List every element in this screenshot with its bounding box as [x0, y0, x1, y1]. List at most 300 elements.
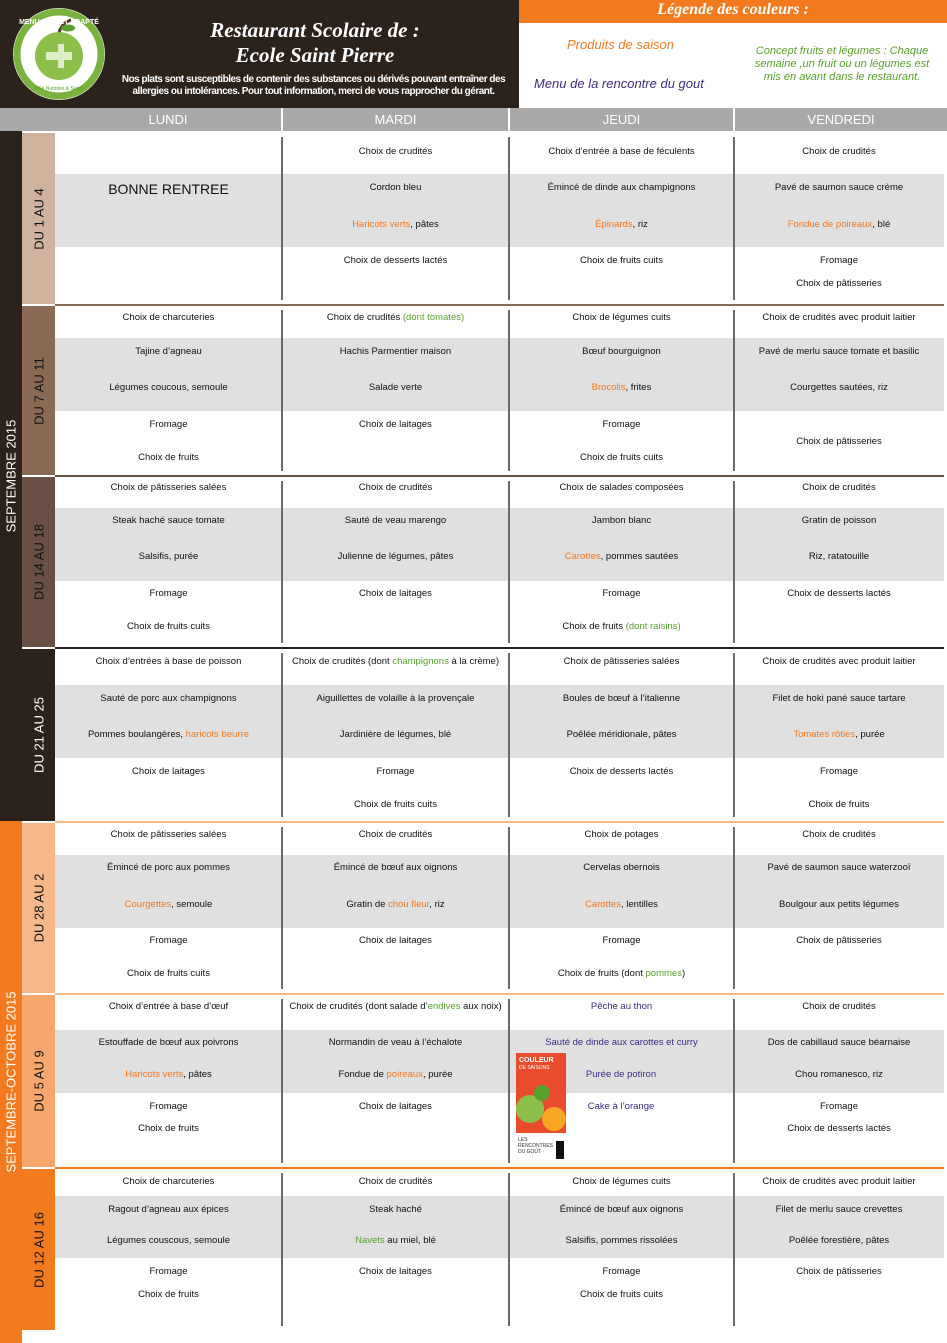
logo-text: MENU VISÉ ET ADAPTÉ [19, 19, 99, 26]
menu-text: Fromage [149, 419, 188, 430]
menu-text: , purée [422, 1069, 453, 1080]
menu-text: Fromage [149, 588, 188, 599]
menu-text: Émincé de bœuf aux oignons [333, 862, 458, 873]
menu-item [513, 1175, 730, 1188]
week-label: DU 12 AU 16 [31, 1211, 46, 1288]
menu-text: Choix de pâtisseries [796, 1266, 882, 1277]
menu-item [513, 418, 730, 431]
menu-text-highlight: chou fleur [388, 899, 430, 910]
legend-taste-meeting: Menu de la rencontre du gout [534, 76, 704, 91]
menu-item [286, 481, 505, 494]
menu-item [286, 1265, 505, 1278]
menu-item [59, 311, 278, 324]
menu-item [59, 692, 278, 705]
menu-item [59, 934, 278, 947]
allergen-note: Nos plats sont susceptibles de contenir des substances ou dérivés pouvant entraîner des allergies ou intolérances. Pour tout information, merci de vous rapprocher du gérant. [121, 74, 506, 97]
column-divider [281, 481, 283, 643]
column-divider [733, 653, 735, 817]
menu-item [513, 934, 730, 947]
menu-item [59, 1175, 278, 1188]
menu-item [513, 587, 730, 600]
menu-item [59, 1068, 278, 1081]
menu-item [738, 861, 940, 874]
menu-text: Riz, ratatouille [808, 551, 870, 562]
header-strip [0, 108, 55, 131]
legend-title: Légende des couleurs : [519, 0, 947, 23]
week-label-block [22, 306, 55, 475]
page-title [130, 18, 500, 68]
menu-text: Choix de fruits cuits [580, 452, 663, 463]
menu-text: Gratin de [346, 899, 389, 910]
menu-text: Choix de laitages [359, 1266, 432, 1277]
menu-text: Fromage [376, 766, 415, 777]
menu-item [59, 1100, 278, 1113]
menu-item [59, 550, 278, 563]
menu-item [286, 728, 505, 741]
menu-item [286, 1234, 505, 1247]
column-divider [281, 827, 283, 989]
menu-item [286, 1000, 505, 1013]
week-divider [55, 475, 944, 477]
column-divider [281, 653, 283, 817]
menu-item [513, 550, 730, 563]
legend-concept: Concept fruits et légumes : Chaque semaine ,un fruit ou un légumes est mis en avant dans le restaurant. [754, 45, 930, 83]
menu-item [513, 218, 730, 231]
menu-text: Salsifis, purée [138, 551, 199, 562]
menu-item [513, 514, 730, 527]
day-header-vendredi: VENDREDI [735, 108, 947, 131]
menu-text: Choix de potages [584, 829, 659, 840]
column-divider [508, 481, 510, 643]
menu-text: Choix de fruits (dont [557, 968, 646, 979]
menu-text: Poêlée méridionale, pâtes [566, 729, 677, 740]
menu-text: Aiguillettes de volaille à la provençale [316, 693, 475, 704]
menu-item [59, 1288, 278, 1301]
menu-text: Choix de crudités [802, 829, 876, 840]
menu-text: Salade verte [368, 382, 423, 393]
menu-text-highlight: Haricots verts [125, 1069, 184, 1080]
menu-text: BONNE RENTREE [108, 181, 229, 197]
menu-text-highlight: Cake à l’orange [587, 1101, 655, 1112]
menu-text: Chou romanesco, riz [795, 1069, 883, 1080]
menu-item [513, 728, 730, 741]
menu-text: , pâtes [410, 219, 439, 230]
menu-item [59, 898, 278, 911]
menu-text: Choix de charcuteries [122, 1176, 215, 1187]
week-divider [55, 993, 944, 995]
menu-item [59, 861, 278, 874]
menu-item [738, 145, 940, 158]
menu-text: Steak haché [369, 1204, 422, 1215]
menu-text: Cervelas obernois [583, 862, 660, 873]
menu-text-highlight: (dont tomates) [402, 312, 465, 323]
menu-text: Tajine d’agneau [135, 346, 202, 357]
title-line-1: Restaurant Scolaire de : [210, 18, 420, 42]
menu-item [738, 550, 940, 563]
menu-text-highlight: champignons [392, 656, 449, 667]
menu-text: Poêlée forestière, pâtes [788, 1235, 890, 1246]
menu-item [59, 620, 278, 633]
column-divider [508, 827, 510, 989]
menu-text: Choix de desserts lactés [569, 766, 674, 777]
poster-title: COULEUR [519, 1057, 554, 1064]
menu-text: Choix de légumes cuits [572, 1176, 671, 1187]
menu-text: Gratin de poisson [801, 515, 877, 526]
menu-text: Fromage [602, 419, 641, 430]
menu-text: aux noix) [460, 1001, 502, 1012]
menu-text: Salsifis, pommes rissolées [565, 1235, 678, 1246]
menu-text: Choix de pâtisseries [796, 435, 882, 447]
menu-item [286, 1036, 505, 1049]
week-label-block [22, 823, 55, 993]
column-divider [281, 137, 283, 300]
menu-text: Normandin de veau à l’échalote [328, 1037, 463, 1048]
menu-text-highlight: Purée de potiron [585, 1069, 657, 1080]
menu-text: Choix de laitages [359, 1101, 432, 1112]
menu-text: Julienne de légumes, pâtes [337, 551, 454, 562]
menu-item [55, 183, 282, 196]
menu-text: Émincé de dinde aux champignons [547, 182, 696, 193]
menu-item [286, 798, 505, 811]
poster-subtitle: DE SAISONS [519, 1065, 550, 1071]
menu-text-highlight: Carottes [585, 899, 621, 910]
menu-text: Choix de fruits [138, 1289, 199, 1300]
menu-text: Fromage [602, 588, 641, 599]
menu-text: Choix de crudités [802, 146, 876, 157]
column-divider [733, 137, 735, 300]
menu-item [513, 1265, 730, 1278]
menu-item [286, 514, 505, 527]
menu-text: , riz [429, 899, 445, 910]
menu-text-highlight: haricots beurre [185, 729, 250, 740]
menu-text: Fromage [602, 935, 641, 946]
menu-text: Choix de crudités avec produit laitier [762, 1176, 916, 1187]
menu-text: Choix de fruits cuits [127, 968, 210, 979]
menu-item [286, 1100, 505, 1113]
column-divider [733, 310, 735, 471]
menu-item [738, 481, 940, 494]
menu-item [59, 1234, 278, 1247]
menu-text: Boules de bœuf à l’italienne [562, 693, 681, 704]
column-divider [281, 999, 283, 1163]
column-divider [508, 310, 510, 471]
menu-text: Choix de légumes cuits [572, 312, 671, 323]
menu-text: Fromage [602, 1266, 641, 1277]
menu-item [738, 311, 940, 324]
menu-item [286, 381, 505, 394]
month-side-bar [0, 131, 22, 821]
column-divider [733, 827, 735, 989]
menu-item [513, 145, 730, 158]
menu-text-highlight: pommes [645, 968, 682, 979]
menu-text: Pavé de merlu sauce tomate et basilic [758, 346, 920, 357]
menu-text-highlight: Sauté de dinde aux carottes et curry [545, 1037, 698, 1048]
title-line-2: Ecole Saint Pierre [235, 43, 395, 67]
menu-text: Choix de charcuteries [122, 312, 215, 323]
menu-text: Fondue de [338, 1069, 387, 1080]
menu-item [513, 620, 730, 633]
week-label: DU 21 AU 25 [31, 697, 46, 773]
menu-item [59, 765, 278, 778]
menu-item [513, 345, 730, 358]
menu-text: Ragout d’agneau aux épices [108, 1204, 229, 1215]
menu-item [738, 655, 940, 668]
menu-text: , lentilles [620, 899, 658, 910]
menu-text: Choix de desserts lactés [787, 1123, 891, 1134]
menu-text: Émincé de bœuf aux oignons [559, 1204, 684, 1215]
week-label-block [22, 133, 55, 304]
menu-text: Choix de laitages [359, 419, 432, 430]
menu-item [59, 587, 278, 600]
menu-item [738, 1265, 940, 1278]
menu-text: Choix d’entrées à base de poisson [95, 656, 242, 667]
month-label: SEPTEMBRE-OCTOBRE 2015 [3, 991, 19, 1173]
menu-vise-logo [10, 6, 108, 102]
menu-text: , blé [872, 219, 891, 230]
menu-item [738, 1036, 940, 1049]
menu-item [59, 345, 278, 358]
menu-text: Fromage [819, 1101, 858, 1112]
menu-item [59, 481, 278, 494]
menu-item [738, 345, 940, 358]
week-label: DU 5 AU 9 [31, 1050, 46, 1112]
menu-item [286, 418, 505, 431]
menu-text: , pommes sautées [600, 551, 679, 562]
menu-item [570, 1068, 672, 1081]
menu-text: , pâtes [183, 1069, 212, 1080]
menu-text: Courgettes sautées, riz [790, 382, 888, 393]
menu-item [286, 550, 505, 563]
menu-item [59, 728, 278, 741]
menu-text: Choix de fruits cuits [127, 621, 210, 632]
menu-text-highlight: Pêche au thon [590, 1001, 653, 1012]
menu-text: Choix de crudités [358, 482, 433, 493]
menu-item [738, 692, 940, 705]
menu-item [59, 1000, 278, 1013]
menu-item [59, 1036, 278, 1049]
day-header-lundi: LUNDI [55, 108, 281, 131]
menu-text: , purée [855, 729, 885, 740]
menu-text-highlight: endives [427, 1001, 461, 1012]
menu-item [738, 435, 940, 448]
menu-text: Choix de fruits [138, 1123, 199, 1134]
menu-text: Estouffade de bœuf aux poivrons [98, 1037, 239, 1048]
menu-text: Filet de hoki pané sauce tartare [772, 693, 906, 704]
menu-text: Choix de pâtisseries [796, 278, 882, 289]
menu-item [738, 381, 940, 394]
menu-text: Boulgour aux petits légumes [779, 899, 899, 910]
menu-text: Choix de crudités [358, 146, 433, 157]
menu-item [513, 1000, 730, 1013]
menu-item [286, 898, 505, 911]
menu-text: Pavé de saumon sauce waterzooï [767, 862, 911, 873]
menu-item [513, 1234, 730, 1247]
month-side-bar [0, 821, 22, 1343]
menu-item [59, 1265, 278, 1278]
week-label-block [22, 477, 55, 647]
menu-text-highlight: Navets [355, 1235, 385, 1246]
week-divider [55, 821, 944, 823]
menu-text-highlight: poireaux [386, 1069, 423, 1080]
menu-item [738, 1100, 940, 1113]
menu-item [738, 728, 940, 741]
menu-text: Choix de crudités [802, 1001, 876, 1012]
menu-text: Choix de laitages [359, 588, 432, 599]
menu-item [59, 1203, 278, 1216]
menu-item [286, 218, 505, 231]
column-divider [733, 999, 735, 1163]
menu-text: Légumes coucous, semoule [109, 382, 228, 393]
menu-text: Dos de cabillaud sauce béarnaise [767, 1037, 911, 1048]
column-divider [281, 310, 283, 471]
week-label-block [22, 649, 55, 821]
logo-subtext: Pôle Nutrition & Santé [34, 86, 84, 92]
menu-item [286, 1175, 505, 1188]
menu-text: Fromage [819, 255, 858, 266]
menu-item [286, 934, 505, 947]
menu-item [286, 692, 505, 705]
menu-item [513, 181, 730, 194]
menu-text: à la crème) [448, 656, 499, 667]
menu-text: Choix de crudités [326, 312, 403, 323]
menu-item [286, 345, 505, 358]
week-divider [55, 304, 944, 306]
menu-item [59, 451, 278, 464]
menu-item [738, 181, 940, 194]
menu-item [286, 254, 505, 267]
week-label: DU 7 AU 11 [31, 356, 46, 425]
menu-item [286, 145, 505, 158]
menu-text: Choix de fruits [138, 452, 199, 463]
menu-item [59, 967, 278, 980]
menu-text: Jambon blanc [591, 515, 652, 526]
column-divider [508, 653, 510, 817]
menu-text: au miel, blé [384, 1235, 436, 1246]
menu-text-highlight: Épinards [595, 219, 633, 230]
menu-text: Cordon bleu [369, 182, 422, 193]
menu-item [738, 218, 940, 231]
menu-text: Émincé de porc aux pommes [106, 862, 231, 873]
menu-text: Choix de laitages [359, 935, 432, 946]
menu-text: Hachis Parmentier maison [339, 346, 452, 357]
menu-item [513, 451, 730, 464]
menu-text: Choix de crudités (dont [291, 656, 393, 667]
week-label-block [22, 1169, 55, 1330]
menu-text: Choix de crudités (dont salade d’ [289, 1001, 428, 1012]
menu-text: Sauté de veau marengo [344, 515, 447, 526]
menu-item [513, 481, 730, 494]
week-label-block [22, 995, 55, 1167]
menu-item [738, 765, 940, 778]
menu-item [738, 1122, 940, 1135]
legend-seasonal: Produits de saison [567, 37, 674, 52]
menu-text: Fromage [149, 1266, 188, 1277]
menu-text: , frites [625, 382, 652, 393]
week-label: DU 1 AU 4 [31, 187, 46, 250]
menu-text: Choix de crudités avec produit laitier [762, 312, 916, 323]
menu-text-highlight: Tomates rôties [793, 729, 856, 740]
menu-text: Choix de fruits cuits [580, 255, 663, 266]
menu-item [59, 381, 278, 394]
menu-item [286, 587, 505, 600]
menu-item [513, 311, 730, 324]
menu-text: Fromage [819, 766, 858, 777]
menu-item [286, 861, 505, 874]
week-divider [55, 1167, 944, 1169]
menu-item [738, 898, 940, 911]
menu-text: Choix de crudités [358, 1176, 433, 1187]
menu-text: Filet de merlu sauce crevettes [775, 1204, 903, 1215]
menu-text: Choix de laitages [132, 766, 205, 777]
menu-text: , riz [632, 219, 648, 230]
menu-item [513, 1203, 730, 1216]
menu-item [738, 934, 940, 947]
menu-item [286, 1203, 505, 1216]
rencontres-du-gout-poster [516, 1053, 566, 1161]
menu-item [738, 1203, 940, 1216]
menu-item [513, 967, 730, 980]
week-label: DU 28 AU 2 [31, 873, 46, 943]
menu-item [286, 828, 505, 841]
menu-text: Fromage [149, 935, 188, 946]
menu-text: Choix de pâtisseries [796, 935, 882, 946]
menu-item [59, 514, 278, 527]
menu-item [738, 1068, 940, 1081]
menu-item [738, 1175, 940, 1188]
menu-item [738, 514, 940, 527]
column-divider [508, 1173, 510, 1326]
menu-item [286, 311, 505, 324]
menu-text-highlight: (dont raisins) [625, 621, 681, 632]
menu-text: Choix de desserts lactés [787, 588, 891, 599]
menu-text: Choix de desserts lactés [343, 255, 448, 266]
menu-item [513, 1036, 730, 1049]
menu-text: Steak haché sauce tomate [112, 515, 225, 526]
menu-item [286, 765, 505, 778]
menu-item [738, 254, 940, 267]
menu-text-highlight: Brocolis [591, 382, 626, 393]
header-banner [0, 0, 519, 108]
menu-text: Choix de pâtisseries salées [563, 656, 680, 667]
menu-text: , semoule [171, 899, 213, 910]
menu-item [59, 418, 278, 431]
menu-text: Choix de fruits cuits [354, 799, 437, 810]
menu-item [59, 1122, 278, 1135]
menu-text: Sauté de porc aux champignons [100, 693, 237, 704]
menu-text: Choix de salades composées [559, 482, 684, 493]
menu-item [513, 861, 730, 874]
menu-item [513, 898, 730, 911]
menu-item [513, 828, 730, 841]
menu-text: Choix de crudités [802, 482, 876, 493]
menu-text: Pommes boulangères, [87, 729, 186, 740]
menu-item [513, 692, 730, 705]
menu-item [513, 381, 730, 394]
column-divider [508, 999, 510, 1163]
menu-item [513, 1288, 730, 1301]
poster-caption: LES RENCONTRES DU GOÛT [518, 1137, 554, 1155]
menu-text: Choix de crudités avec produit laitier [762, 656, 916, 667]
menu-item [738, 798, 940, 811]
menu-item [513, 254, 730, 267]
column-divider [281, 1173, 283, 1326]
menu-text: Fromage [149, 1101, 188, 1112]
menu-item [59, 828, 278, 841]
menu-item [513, 655, 730, 668]
menu-text: Choix de crudités [358, 829, 433, 840]
menu-text: Choix de fruits [808, 799, 870, 810]
month-label: SEPTEMBRE 2015 [3, 419, 19, 533]
